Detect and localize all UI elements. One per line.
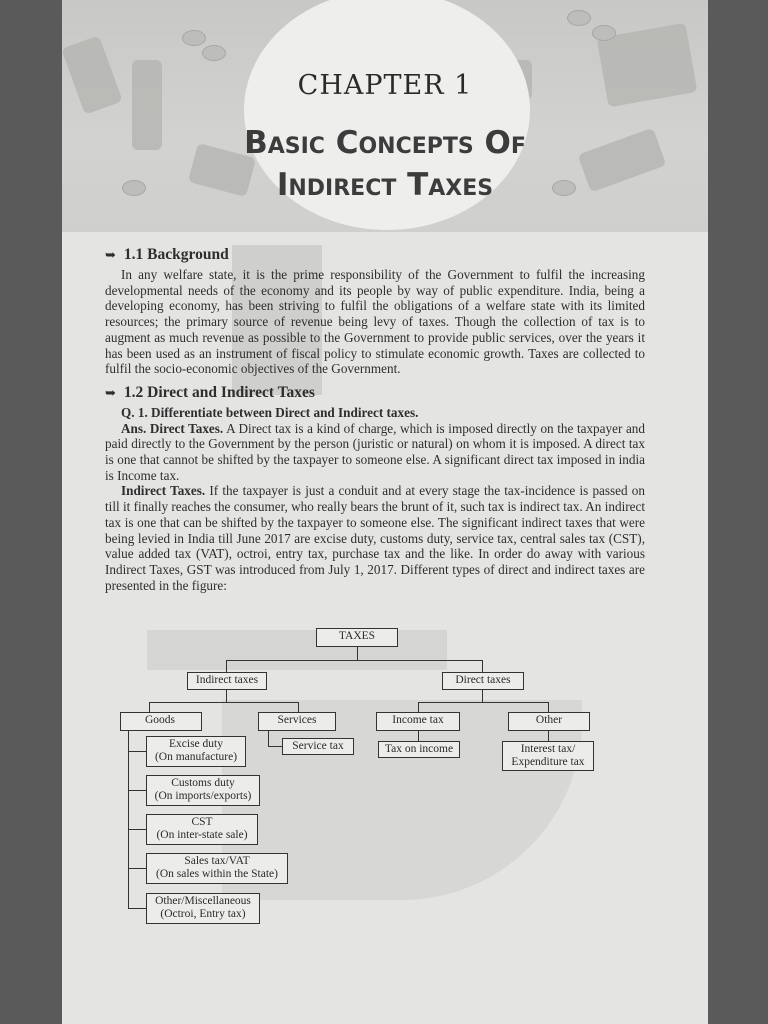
diagram-node-text: Other/Miscellaneous bbox=[155, 895, 251, 907]
chapter-title-line: Indirect Taxes bbox=[276, 167, 494, 203]
chapter-title-line: Basic Concepts Of bbox=[244, 125, 526, 161]
diagram-node-text: Interest tax/ bbox=[520, 743, 576, 755]
page-content bbox=[105, 246, 645, 593]
arrow-icon: ➥ bbox=[105, 248, 116, 263]
coin-icon bbox=[202, 45, 226, 61]
answer-text: A Direct tax is a kind of charge, which is imposed directly on the taxpayer and paid directly to the Government by the person (juristic or natural) on whom it is imposed. A direct tax is one that cannot be shifted by the taxpayer to someone else. A significant direct tax imposed in india is Income tax. bbox=[105, 420, 645, 483]
diagram-node-text: (Octroi, Entry tax) bbox=[160, 908, 246, 920]
diagram-node-other: Other bbox=[508, 712, 590, 731]
section-heading bbox=[105, 384, 645, 403]
indirect-text: If the taxpayer is just a conduit and at every stage the tax-incidence is passed on till it finally reaches the consumer, who really bears the brunt of it, such tax is indirect tax. An indirect tax is one that can be shifted by the taxpayer to someone else. The significant indirect taxes that were being levied in India till June 2017 are excise duty, customs duty, service tax, central sales tax (CST), value added tax (VAT), octroi, entry tax, purchase tax and the like. In order do away with various Indirect Taxes, GST was introduced from July 1, 2017. Different types of direct and indirect taxes are presented in the figure: bbox=[105, 483, 645, 593]
diagram-node-text: Customs duty bbox=[171, 777, 235, 789]
section-heading-text: 1.2 Direct and Indirect Taxes bbox=[123, 383, 315, 401]
diagram-node-text: Sales tax/VAT bbox=[184, 855, 250, 867]
section-heading-text: 1.1 Background bbox=[123, 246, 229, 263]
watermark-shape bbox=[222, 700, 582, 900]
diagram-node-text: (On imports/exports) bbox=[154, 790, 252, 802]
paragraph: In any welfare state, it is the prime responsibility of the Government to fulfil the increasing developmental needs of the economy and its people by way of public expenditure. India, being a developing economy, has been striving to fulfil the obligations of a welfare state with its limited resources; the primary source of revenue being levy of taxes. Though the collection of tax is to augment as much revenue as possible to the Government to provide public services, over the years it has been used as an instrument of fiscal policy to stimulate economic growth. Taxes are collected to fulfil the socio-economic objectives of the Government. bbox=[105, 267, 645, 377]
question: Q. 1. Differentiate between Direct and Indirect taxes. bbox=[121, 404, 419, 420]
diagram-node-text: Excise duty bbox=[169, 738, 223, 750]
diagram-node-text: CST bbox=[191, 816, 213, 828]
diagram-node-income-tax: Income tax bbox=[376, 712, 460, 731]
book-page bbox=[62, 0, 708, 1024]
section-heading bbox=[105, 246, 645, 265]
answer-lead: Ans. Direct Taxes. bbox=[121, 420, 224, 436]
diagram-node-service-tax: Service tax bbox=[282, 738, 354, 755]
chapter-title bbox=[62, 122, 708, 206]
diagram-node-tax-on-income: Tax on income bbox=[378, 741, 460, 758]
chapter-banner bbox=[62, 0, 708, 232]
diagram-node-indirect-taxes: Indirect taxes bbox=[187, 672, 267, 690]
diagram-node-taxes: TAXES bbox=[316, 628, 398, 647]
indirect-lead: Indirect Taxes. bbox=[121, 483, 206, 499]
paragraph bbox=[105, 483, 645, 593]
diagram-node-text: (On inter-state sale) bbox=[156, 829, 248, 841]
diagram-node-services: Services bbox=[258, 712, 336, 731]
coin-icon bbox=[567, 10, 591, 26]
coin-icon bbox=[182, 30, 206, 46]
paragraph bbox=[105, 421, 645, 484]
diagram-node-text: (On manufacture) bbox=[154, 751, 238, 763]
diagram-node-text: Expenditure tax bbox=[511, 756, 585, 768]
diagram-node-direct-taxes: Direct taxes bbox=[442, 672, 524, 690]
diagram-node-text: (On sales within the State) bbox=[155, 868, 278, 880]
chapter-number: CHAPTER 1 bbox=[297, 70, 473, 101]
coin-icon bbox=[592, 25, 616, 41]
watermark-shape bbox=[147, 630, 447, 670]
arrow-icon: ➥ bbox=[105, 385, 116, 401]
diagram-node-goods: Goods bbox=[120, 712, 202, 731]
